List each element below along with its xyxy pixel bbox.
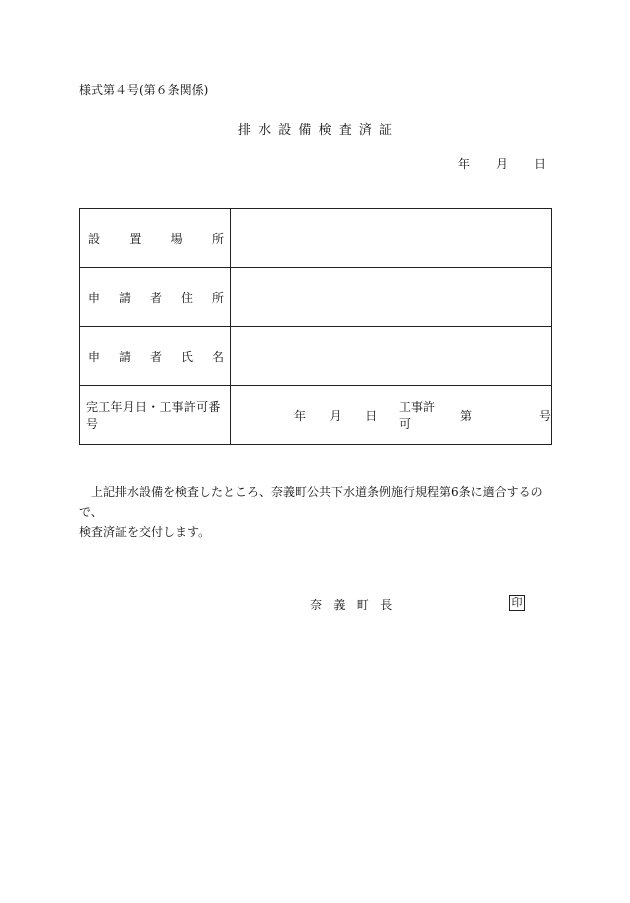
label-char: 申 [88,290,101,305]
permit-suffix: 号 [538,408,551,423]
issue-date-line [458,155,546,172]
date-day-label: 日 [533,157,546,171]
label-char: 申 [88,349,101,364]
label-char: 者 [149,290,162,305]
label-char: 請 [118,349,131,364]
label-char: 置 [129,231,142,246]
mayor-signature: 奈義町長 [310,598,404,612]
completion-month-label: 月 [329,408,342,423]
value-applicant-address[interactable] [231,268,552,327]
label-completion-date-permit-number [80,386,231,445]
label-installation-site [80,209,231,268]
statement-line-1 [79,482,559,522]
label-applicant-name [80,327,231,386]
table-row-installation-site [80,209,552,268]
statement-line-2: 検査済証を交付します。 [79,525,211,539]
label-char: 名 [211,349,224,364]
completion-day-label: 日 [365,408,378,423]
value-applicant-name[interactable] [231,327,552,386]
label-char: 氏 [180,349,193,364]
completion-year-label: 年 [294,408,307,423]
completion-label-text: 完工年月日・工事許可番号 [86,400,221,431]
table-row-applicant-address [80,268,552,327]
label-char: 所 [211,290,224,305]
statement-line-1-text: 上記排水設備を検査したところ、奈義町公共下水道条例施行規程第6条に適合するので、 [79,485,543,519]
table-row-applicant-name [80,327,552,386]
permit-prefix: 第 [460,408,473,423]
permit-label: 工事許可 [398,400,435,431]
label-char: 設 [88,231,101,246]
table-row-completion [80,386,552,445]
seal-mark: 印 [509,595,525,611]
label-char: 所 [211,231,224,246]
document-title: 排水設備検査済証 [237,123,400,138]
label-applicant-address [80,268,231,327]
form-number: 様式第４号(第６条関係) [79,83,209,97]
value-completion-date-permit-number[interactable] [231,386,552,445]
date-month-label: 月 [495,157,508,171]
certification-statement [79,482,559,542]
label-char: 場 [170,231,183,246]
label-char: 住 [180,290,193,305]
label-char: 請 [118,290,131,305]
label-char: 者 [149,349,162,364]
value-installation-site[interactable] [231,209,552,268]
date-year-label: 年 [457,157,470,171]
inspection-info-table [79,208,552,445]
